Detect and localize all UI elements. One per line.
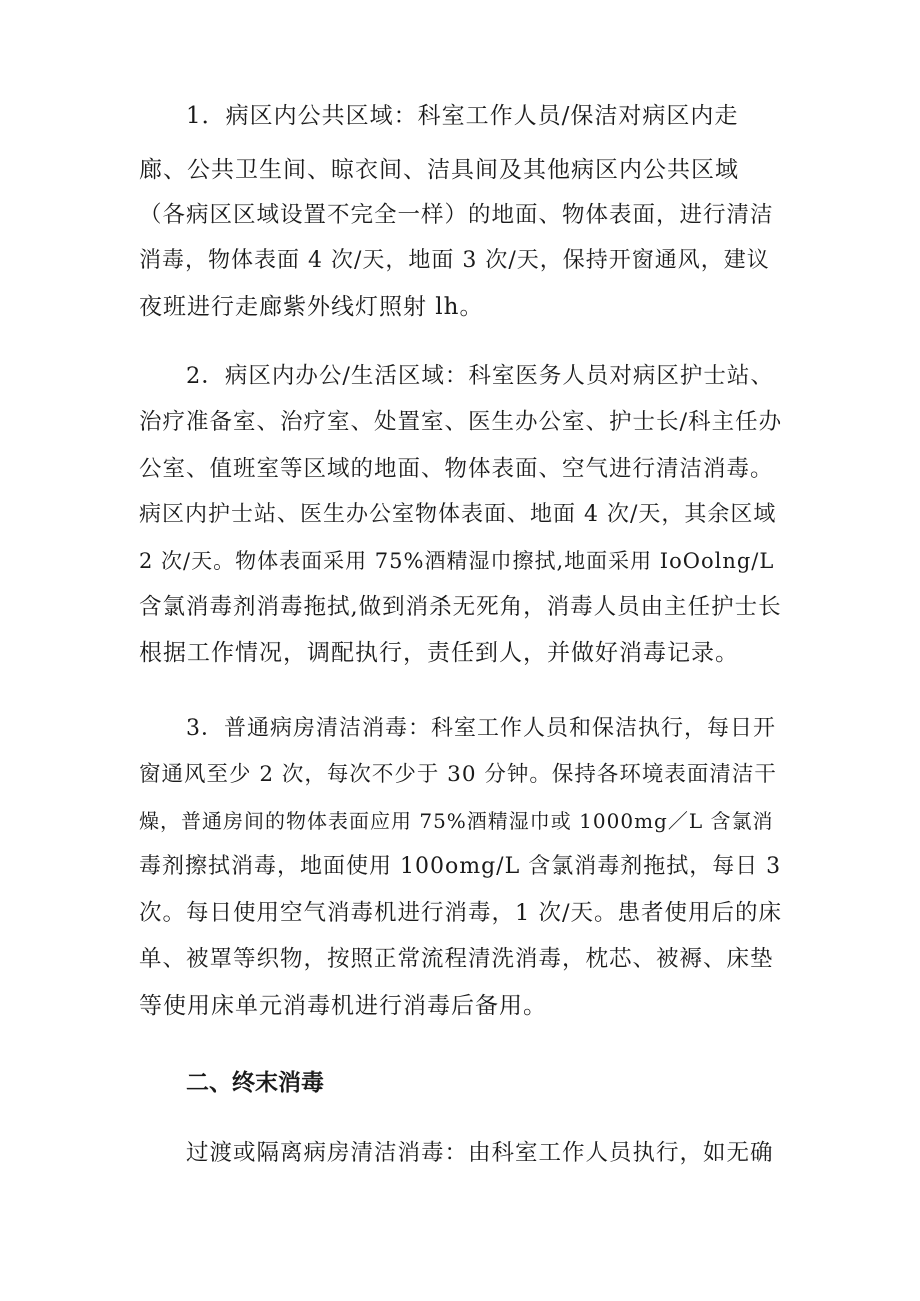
text-line: 窗通风至少 2 次，每次不少于 30 分钟。保持各环境表面清洁干 <box>139 762 777 787</box>
text-line: 过渡或隔离病房清洁消毒：由科室工作人员执行，如无确 <box>186 1140 774 1166</box>
text-line: 次。每日使用空气消毒机进行消毒，1 次/天。患者使用后的床 <box>139 900 783 926</box>
section-heading: 二、终末消毒 <box>186 1070 324 1096</box>
text-line: 治疗准备室、治疗室、处置室、医生办公室、护士长/科主任办 <box>139 409 783 435</box>
text-line: 3．普通病房清洁消毒：科室工作人员和保洁执行，每日开 <box>186 716 776 741</box>
text-line: 毒剂擦拭消毒，地面使用 100omg/L 含氯消毒剂拖拭，每日 3 <box>139 854 782 879</box>
text-line: 公室、值班室等区域的地面、物体表面、空气进行清洁消毒。 <box>139 456 774 482</box>
text-line: 根据工作情况，调配执行，责任到人，并做好消毒记录。 <box>139 640 739 666</box>
text-line: （各病区区域设置不完全一样）的地面、物体表面，进行清洁 <box>139 202 774 228</box>
text-line: 单、被罩等织物，按照正常流程清洗消毒，枕芯、被褥、床垫 <box>139 946 774 972</box>
text-line: 2 次/天。物体表面采用 75%酒精湿巾擦拭,地面采用 IoOolng/L <box>139 549 775 573</box>
text-line: 燥，普通房间的物体表面应用 75%酒精湿巾或 1000mg／L 含氯消 <box>139 809 774 833</box>
text-line: 含氯消毒剂消毒拖拭,做到消杀无死角，消毒人员由主任护士长 <box>139 594 782 620</box>
text-line: 等使用床单元消毒机进行消毒后备用。 <box>139 993 547 1019</box>
text-line: 1．病区内公共区域：科室工作人员/保洁对病区内走 <box>186 103 739 129</box>
text-line: 病区内护士站、医生办公室物体表面、地面 4 次/天，其余区域 <box>139 502 777 527</box>
text-line: 消毒，物体表面 4 次/天，地面 3 次/天，保持开窗通风，建议 <box>139 248 770 273</box>
text-line: 廊、公共卫生间、晾衣间、洁具间及其他病区内公共区域 <box>139 157 739 183</box>
text-line: 2．病区内办公/生活区域：科室医务人员对病区护士站、 <box>186 363 774 389</box>
text-line: 夜班进行走廊紫外线灯照射 lh。 <box>139 294 484 320</box>
